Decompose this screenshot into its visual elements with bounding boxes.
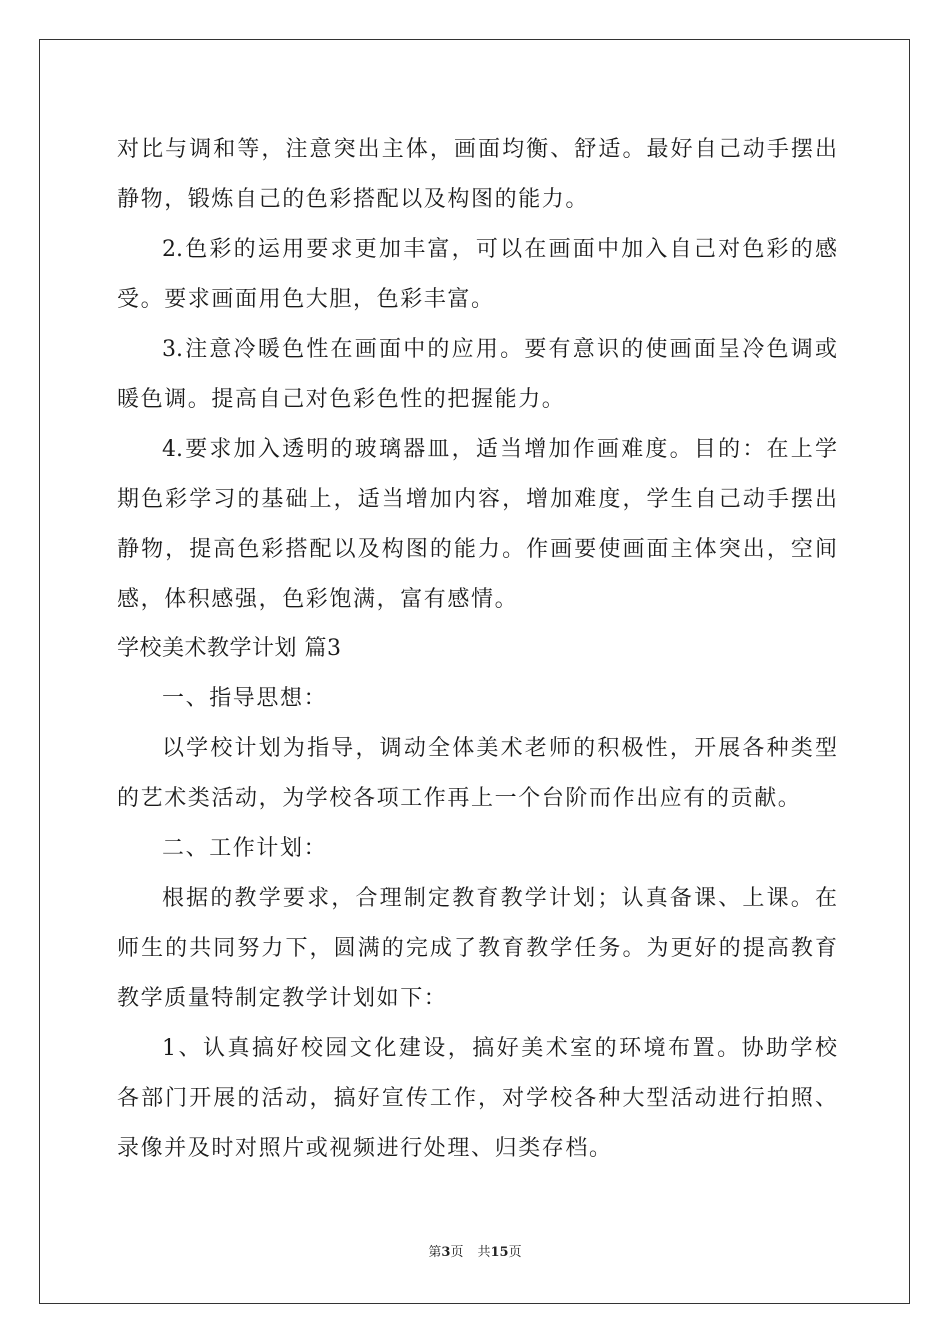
page-footer: [0, 1244, 950, 1262]
page-suffix: 页: [450, 1245, 464, 1260]
total-suffix: 页: [508, 1245, 522, 1260]
paragraph-line: 静物，锻炼自己的色彩搭配以及构图的能力。: [117, 187, 590, 212]
subheading: 一、指导思想：: [162, 686, 328, 711]
paragraph-line: 受。要求画面用色大胆，色彩丰富。: [117, 287, 495, 312]
total-prefix: 共: [477, 1245, 491, 1260]
paragraph-line: 根据的教学要求，合理制定教育教学计划；认真备课、上课。在: [162, 886, 837, 911]
page-border: [39, 39, 910, 1304]
paragraph-line: 录像并及时对照片或视频进行处理、归类存档。: [117, 1136, 613, 1161]
paragraph-line: 对比与调和等，注意突出主体，画面均衡、舒适。最好自己动手摆出: [117, 137, 837, 162]
list-item-line: 4.要求加入透明的玻璃器皿，适当增加作画难度。目的：在上学: [162, 437, 837, 462]
paragraph-line: 以学校计划为指导，调动全体美术老师的积极性，开展各种类型: [162, 736, 837, 761]
paragraph-line: 的艺术类活动，为学校各项工作再上一个台阶而作出应有的贡献。: [117, 786, 802, 811]
list-item-line: 1、认真搞好校园文化建设，搞好美术室的环境布置。协助学校: [162, 1036, 837, 1061]
paragraph-line: 暖色调。提高自己对色彩色性的把握能力。: [117, 387, 566, 412]
paragraph-line: 各部门开展的活动，搞好宣传工作，对学校各种大型活动进行拍照、: [117, 1086, 837, 1111]
page-current: 3: [441, 1245, 451, 1260]
list-item-line: 2.色彩的运用要求更加丰富，可以在画面中加入自己对色彩的感: [162, 237, 837, 262]
page-prefix: 第: [428, 1245, 442, 1260]
subheading: 二、工作计划：: [162, 836, 328, 861]
paragraph-line: 教学质量特制定教学计划如下：: [117, 986, 448, 1011]
section-heading: 学校美术教学计划 篇3: [117, 636, 342, 661]
list-item-line: 3.注意冷暖色性在画面中的应用。要有意识的使画面呈冷色调或: [162, 337, 837, 362]
paragraph-line: 师生的共同努力下，圆满的完成了教育教学任务。为更好的提高教育: [117, 936, 837, 961]
paragraph-line: 静物，提高色彩搭配以及构图的能力。作画要使画面主体突出，空间: [117, 537, 837, 562]
paragraph-line: 期色彩学习的基础上，适当增加内容，增加难度，学生自己动手摆出: [117, 487, 837, 512]
page-total: 15: [490, 1245, 509, 1260]
paragraph-line: 感，体积感强，色彩饱满，富有感情。: [117, 587, 519, 612]
